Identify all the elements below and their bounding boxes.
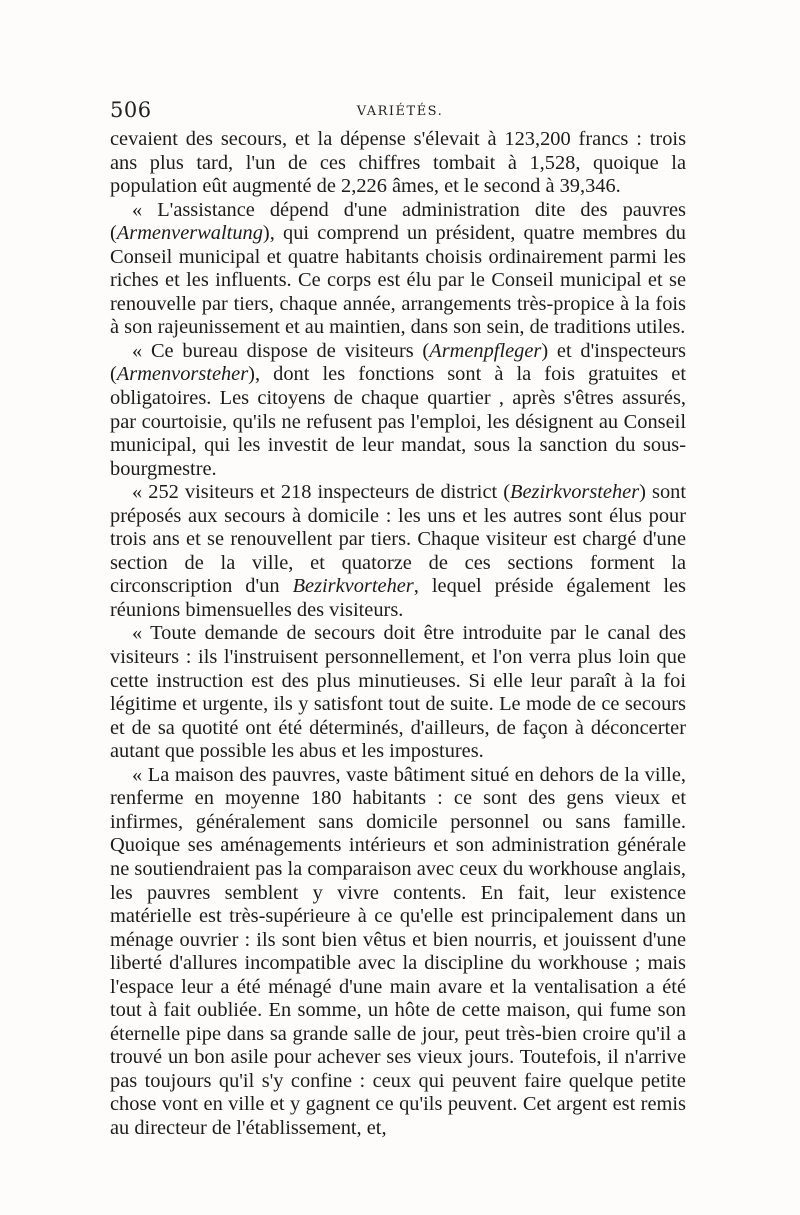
italic-term: Armenvorsteher [116,363,249,386]
paragraph-6 [110,764,686,1141]
paragraph-3 [110,340,686,481]
paragraph-text: « Toute demande de secours doit être introduite par le canal des visiteurs : ils l'instruisent personnellement, et l'on verra plus loin que cette instruction est des plus minutieuses. Si elle leur paraît à la foi légitime et urgente, ils y satisfont tout de suite. Le mode de ce secours et de sa quotité ont été déterminés, d'ailleurs, de façon à déconcerter autant que possible les abus et les impostures. [110,622,686,763]
italic-term: Bezirkvorsteher [510,481,640,504]
paragraph-text: « La maison des pauvres, vaste bâtiment situé en dehors de la ville, renferme en moyenne 180 habitants : ce sont des gens vieux et infirmes, généralement sans domicile personnel ou sans famille. Quoique ses aménagements intérieurs et son administration générale ne soutiendraient pas la comparaison avec ceux du workhouse anglais, les pauvres semblent y vivre contents. En fait, leur existence matérielle est très-supérieure à ce qu'elle est principalement dans un ménage ouvrier : ils sont bien vêtus et bien nourris, et jouissent d'une liberté d'allures incompatible avec la discipline du workhouse ; mais l'espace leur a été ménagé d'une main avare et la ventalisation a été tout à fait oubliée. En somme, un hôte de cette maison, qui fume son éternelle pipe dans sa grande salle de jour, peut très-bien croire qu'il a trouvé un bon asile pour achever ses vieux jours. Toutefois, il n'arrive pas toujours qu'il s'y confine : ceux qui peuvent faire quelque petite chose vont en ville et y gagnent ce qu'ils peuvent. Cet argent est remis au directeur de l'établissement, et, [110,763,686,1139]
paragraph-1 [110,128,686,199]
section-title: VARIÉTÉS. [356,104,444,119]
page-number: 506 [110,98,152,122]
paragraph-text: ), dont les fonctions sont à la fois gratuites et obligatoires. Les citoyens de chaque quartier , après s'êtres assurés, par courtoisie, qu'ils ne refusent pas l'emploi, les désignent au Conseil municipal, qui les investit de leur mandat, sous la sanction du sous-bourgmestre. [110,363,686,480]
italic-term: Armenpfleger [429,339,542,362]
paragraph-text: cevaient des secours, et la dépense s'élevait à 123,200 francs : trois ans plus tard, l'un de ces chiffres tombait à 1,528, quoique la population eût augmenté de 2,226 âmes, et le second à 39,346. [110,128,686,198]
paragraph-4 [110,481,686,622]
paragraph-text: ), qui comprend un président, quatre membres du Conseil municipal et quatre habitants choisis ordinairement parmi les riches et les influents. Ce corps est élu par le Conseil municipal et se renouvelle par tiers, chaque année, arrangements très-propice à la fois à son rajeunissement et au maintien, dans son sein, de traditions utiles. [110,222,686,339]
paragraph-2 [110,199,686,340]
paragraph-text: ) et d'inspecteurs ( [110,339,686,386]
body-text [110,128,686,1141]
paragraph-text: « 252 visiteurs et 218 inspecteurs de district ( [132,481,511,504]
paragraph-text: « Ce bureau dispose de visiteurs ( [132,339,430,362]
italic-term: Bezirkvorteher [292,575,414,598]
running-head [110,98,690,128]
paragraph-text: , lequel préside également les réunions bimensuelles des visiteurs. [110,575,686,621]
italic-term: Armenverwaltung [116,222,263,245]
paragraph-5 [110,622,686,763]
paragraph-text: ) sont préposés aux secours à domicile : les uns et les autres sont élus pour trois ans et se renouvellent par tiers. Chaque visiteur est chargé d'une section de la ville, et quatorze de ces sections forment la circonscription d'un [110,481,686,598]
paragraph-text: « L'assistance dépend d'une administration dite des pauvres ( [110,198,686,245]
